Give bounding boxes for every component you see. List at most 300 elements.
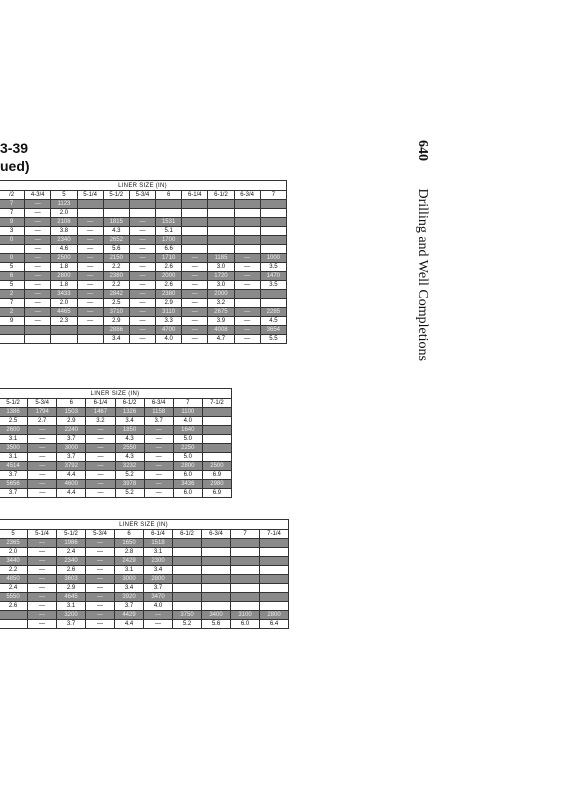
table-cell: — — [25, 218, 51, 227]
table-cell — [260, 236, 286, 245]
table-cell — [231, 602, 260, 611]
column-header: 6-1/4 — [182, 191, 208, 200]
table-cell: — — [182, 335, 208, 344]
table-cell: 2.2 — [0, 566, 28, 575]
table-cell — [202, 444, 231, 453]
table-cell: — — [129, 272, 155, 281]
table-cell — [202, 566, 231, 575]
table-cell: — — [182, 326, 208, 335]
table-cell: 3.0 — [208, 263, 234, 272]
table-cell: 3.7 — [0, 471, 28, 480]
table-cell — [234, 245, 260, 254]
table-cell: — — [25, 317, 51, 326]
table-cell: 5.1 — [156, 227, 182, 236]
table-cell: 0 — [0, 236, 25, 245]
table-cell: 4.7 — [208, 335, 234, 344]
table-cell: 2340 — [57, 557, 86, 566]
table-cell: 2.4 — [57, 548, 86, 557]
table-cell: — — [86, 620, 115, 629]
table-cell: 2980 — [202, 480, 231, 489]
table-cell: — — [28, 602, 57, 611]
table-cell: 5.2 — [173, 620, 202, 629]
table-cell: — — [86, 489, 115, 498]
table-cell: 0 — [0, 254, 25, 263]
table-cell — [202, 548, 231, 557]
table-cell — [260, 557, 289, 566]
heading-line-2: ued) — [0, 158, 30, 174]
table-cell: — — [77, 254, 103, 263]
table-cell: 3.7 — [57, 435, 86, 444]
table-cell: — — [182, 281, 208, 290]
table-cell: 2429 — [115, 557, 144, 566]
table-cell: 4.0 — [156, 335, 182, 344]
table-cell — [208, 200, 234, 209]
table-cell: 3.2 — [208, 299, 234, 308]
table-row — [0, 326, 287, 335]
table-cell — [208, 209, 234, 218]
column-header: 4-3/4 — [25, 191, 51, 200]
table-cell: — — [25, 299, 51, 308]
table-cell — [208, 218, 234, 227]
table-cell: 3.0 — [208, 281, 234, 290]
table-cell — [129, 200, 155, 209]
table-cell — [156, 209, 182, 218]
table-cell: — — [234, 263, 260, 272]
table-cell: 1720 — [208, 272, 234, 281]
table-cell — [173, 602, 202, 611]
table-cell: — — [77, 263, 103, 272]
table-row — [0, 245, 287, 254]
column-header: 5-3/4 — [86, 530, 115, 539]
table-cell — [260, 299, 286, 308]
table-cell: 1386 — [0, 408, 28, 417]
column-header: 5-1/4 — [28, 530, 57, 539]
table-cell: 5.2 — [115, 489, 144, 498]
table-cell: 5.0 — [173, 453, 202, 462]
table-cell: 3.4 — [115, 584, 144, 593]
table-cell: — — [129, 317, 155, 326]
table-cell: 4.3 — [115, 435, 144, 444]
table-cell: 2380 — [156, 290, 182, 299]
table-cell: 3.7 — [115, 602, 144, 611]
table-cell: — — [28, 435, 57, 444]
table-cell: 2.6 — [156, 263, 182, 272]
table-cell: — — [182, 308, 208, 317]
table-cell — [182, 245, 208, 254]
table-cell: 2 — [0, 290, 25, 299]
table-cell — [202, 557, 231, 566]
table-cell — [231, 539, 260, 548]
table-cell — [260, 566, 289, 575]
table-cell — [156, 200, 182, 209]
table-cell: — — [86, 444, 115, 453]
table-cell: 6.0 — [173, 489, 202, 498]
table-cell: — — [77, 308, 103, 317]
table-cell — [173, 539, 202, 548]
table-cell: 3978 — [115, 480, 144, 489]
table-cell: 4645 — [57, 593, 86, 602]
table-cell — [202, 453, 231, 462]
column-header: 6 — [156, 191, 182, 200]
table-cell: 3.5 — [260, 263, 286, 272]
table-cell — [0, 245, 25, 254]
table-cell: 6.6 — [156, 245, 182, 254]
table-cell: 9 — [0, 218, 25, 227]
table-cell: 2.9 — [57, 584, 86, 593]
table-cell: 4.0 — [173, 417, 202, 426]
table-cell: 2.0 — [0, 548, 28, 557]
table-row — [0, 254, 287, 263]
table-cell — [182, 209, 208, 218]
table-cell: 2550 — [115, 444, 144, 453]
liner-size-caption: LINER SIZE (IN) — [0, 389, 232, 399]
table-cell: 5 — [0, 281, 25, 290]
column-header: 6-1/4 — [86, 399, 115, 408]
table-cell: — — [28, 471, 57, 480]
table-cell — [260, 227, 286, 236]
table-cell: 3 — [0, 227, 25, 236]
table-row — [0, 335, 287, 344]
table-cell: 6.9 — [202, 471, 231, 480]
table-cell: — — [25, 254, 51, 263]
table-cell: — — [77, 299, 103, 308]
table-cell: — — [86, 480, 115, 489]
table-cell — [0, 326, 25, 335]
column-header: 6-1/2 — [115, 399, 144, 408]
table-cell: 2365 — [0, 539, 28, 548]
table-cell: — — [144, 462, 173, 471]
table-row — [0, 417, 232, 426]
table-cell — [25, 326, 51, 335]
table-cell: 5 — [0, 263, 25, 272]
table-cell: 2.2 — [103, 281, 129, 290]
table-cell: 3.1 — [115, 566, 144, 575]
table-cell: 2.9 — [156, 299, 182, 308]
table-cell: — — [129, 299, 155, 308]
table-cell: 1503 — [57, 408, 86, 417]
table-cell: — — [234, 326, 260, 335]
table-cell: 2800 — [144, 575, 173, 584]
table-cell: 4.4 — [115, 620, 144, 629]
table-cell: 3.4 — [103, 335, 129, 344]
table-cell: 2250 — [173, 444, 202, 453]
table-cell — [202, 426, 231, 435]
table-cell: — — [28, 584, 57, 593]
table-cell — [182, 227, 208, 236]
table-cell: 4429 — [115, 611, 144, 620]
column-header: /2 — [0, 191, 25, 200]
table-cell — [231, 548, 260, 557]
table-cell: 2.5 — [0, 417, 28, 426]
table-cell: 3.1 — [0, 453, 28, 462]
table-cell: — — [86, 435, 115, 444]
table-cell: 7 — [0, 299, 25, 308]
table-cell: 2000 — [208, 290, 234, 299]
table-cell — [234, 299, 260, 308]
table-cell: — — [144, 611, 173, 620]
table-row — [0, 602, 289, 611]
table-cell: — — [77, 236, 103, 245]
table-cell: — — [234, 308, 260, 317]
table-cell: 3470 — [144, 593, 173, 602]
table-cell: — — [28, 575, 57, 584]
liner-size-caption: LINER SIZE (IN) — [0, 181, 287, 191]
table-cell: — — [28, 566, 57, 575]
table-cell: 2500 — [51, 254, 77, 263]
table-cell: 5.0 — [173, 435, 202, 444]
table-row — [0, 453, 232, 462]
table-cell: 5.5 — [260, 335, 286, 344]
table-cell: 3110 — [156, 308, 182, 317]
table-cell — [260, 584, 289, 593]
table-cell — [182, 200, 208, 209]
table-cell: 3400 — [202, 611, 231, 620]
column-header: 6 — [57, 399, 86, 408]
liner-size-caption: LINER SIZE (IN) — [0, 520, 289, 530]
table-cell: 2.7 — [28, 417, 57, 426]
table-row — [0, 263, 287, 272]
table-cell: 3.7 — [57, 453, 86, 462]
table-cell — [202, 584, 231, 593]
table-cell — [202, 417, 231, 426]
table-cell: 3750 — [173, 611, 202, 620]
running-title: Drilling and Well Completions — [415, 188, 430, 361]
table-row — [0, 408, 232, 417]
table-cell: 5.6 — [202, 620, 231, 629]
table-cell: 2.0 — [51, 209, 77, 218]
table-cell: 2675 — [208, 308, 234, 317]
table-cell: 5.2 — [115, 471, 144, 480]
table-cell: 3.7 — [144, 417, 173, 426]
table-row — [0, 426, 232, 435]
table-row — [0, 281, 287, 290]
table-cell: — — [234, 254, 260, 263]
table-cell: 2.9 — [57, 417, 86, 426]
table-cell: 1518 — [144, 539, 173, 548]
table-cell: — — [28, 480, 57, 489]
table-cell: 3.7 — [57, 620, 86, 629]
table-cell — [173, 593, 202, 602]
table-cell — [231, 575, 260, 584]
table-cell: 3.1 — [57, 602, 86, 611]
table-row — [0, 575, 289, 584]
table-cell — [0, 611, 28, 620]
table-cell: 2.2 — [103, 263, 129, 272]
table-cell: 4850 — [0, 575, 28, 584]
running-head — [408, 140, 438, 400]
table-row — [0, 489, 232, 498]
liner-table-2 — [0, 388, 232, 498]
table-cell: 1.8 — [51, 263, 77, 272]
table-row — [0, 290, 287, 299]
table-cell: 3792 — [57, 462, 86, 471]
table-cell: 2108 — [51, 218, 77, 227]
table-cell: 4514 — [0, 462, 28, 471]
table-cell — [103, 209, 129, 218]
page-number: 640 — [415, 140, 430, 161]
table-cell: 3433 — [51, 290, 77, 299]
table-cell: 2800 — [260, 611, 289, 620]
table-cell — [260, 593, 289, 602]
table-cell: 3000 — [115, 575, 144, 584]
table-cell: — — [234, 272, 260, 281]
table-cell: — — [25, 308, 51, 317]
table-cell: 9 — [0, 317, 25, 326]
table-cell: — — [182, 263, 208, 272]
table-cell: 5550 — [0, 593, 28, 602]
table-cell — [182, 236, 208, 245]
table-cell: — — [144, 489, 173, 498]
table-cell — [202, 575, 231, 584]
table-cell: 3440 — [0, 557, 28, 566]
column-header: 5 — [0, 530, 28, 539]
table-cell: — — [86, 566, 115, 575]
table-cell — [77, 326, 103, 335]
table-cell: — — [77, 290, 103, 299]
table-cell — [260, 245, 286, 254]
table-cell: — — [28, 557, 57, 566]
table-cell — [260, 290, 286, 299]
table-cell: 3200 — [57, 611, 86, 620]
table-cell: 1640 — [173, 426, 202, 435]
table-cell: — — [28, 426, 57, 435]
table-cell — [202, 408, 231, 417]
table-cell: — — [28, 462, 57, 471]
table-cell — [208, 227, 234, 236]
column-header: 7 — [231, 530, 260, 539]
table-cell — [77, 209, 103, 218]
table-cell — [51, 326, 77, 335]
table-row — [0, 435, 232, 444]
table-cell: — — [144, 444, 173, 453]
table-cell — [202, 593, 231, 602]
table-cell — [182, 218, 208, 227]
table-cell: — — [77, 272, 103, 281]
table-cell: 1185 — [208, 254, 234, 263]
table-cell: — — [77, 281, 103, 290]
column-header: 6 — [115, 530, 144, 539]
table-row — [0, 611, 289, 620]
table-cell: 1123 — [51, 200, 77, 209]
table-cell: 2886 — [103, 326, 129, 335]
table-cell: 4.4 — [57, 489, 86, 498]
table-cell — [231, 566, 260, 575]
table-cell: 3.4 — [144, 566, 173, 575]
table-cell: — — [86, 548, 115, 557]
table-cell: — — [28, 620, 57, 629]
table-cell: — — [129, 308, 155, 317]
table-cell — [173, 566, 202, 575]
table-cell: — — [86, 471, 115, 480]
table-cell: — — [129, 236, 155, 245]
table-cell: — — [129, 218, 155, 227]
table-cell: — — [77, 218, 103, 227]
table-cell: 2300 — [144, 557, 173, 566]
table-cell: 4.3 — [103, 227, 129, 236]
table-cell — [260, 575, 289, 584]
table-row — [0, 317, 287, 326]
table-cell: — — [28, 539, 57, 548]
heading-line-1: 3-39 — [0, 140, 29, 156]
table-heading — [0, 139, 30, 175]
table-cell: 3.3 — [156, 317, 182, 326]
table-cell: — — [25, 209, 51, 218]
table-row — [0, 471, 232, 480]
table-cell: — — [86, 539, 115, 548]
table-cell: 2500 — [202, 462, 231, 471]
table-cell: 1100 — [173, 408, 202, 417]
table-cell: 3710 — [103, 308, 129, 317]
table-cell — [129, 209, 155, 218]
column-header: 7-1/2 — [202, 399, 231, 408]
table-cell: 2.4 — [0, 584, 28, 593]
table-cell: — — [144, 453, 173, 462]
table-cell: — — [129, 335, 155, 344]
table-cell: 4.6 — [51, 245, 77, 254]
table-cell: — — [182, 317, 208, 326]
column-header: 5-3/4 — [129, 191, 155, 200]
table-cell: 7 — [0, 200, 25, 209]
column-header: 5-1/2 — [103, 191, 129, 200]
table-cell: 4.0 — [144, 602, 173, 611]
table-cell: 1710 — [156, 254, 182, 263]
table-cell: — — [129, 263, 155, 272]
table-cell: — — [25, 263, 51, 272]
table-cell: 1815 — [103, 218, 129, 227]
liner-table-3 — [0, 519, 289, 629]
table-cell: — — [25, 290, 51, 299]
column-header: 6-3/4 — [202, 530, 231, 539]
table-cell: 3920 — [115, 593, 144, 602]
table-cell: — — [86, 602, 115, 611]
table-cell: — — [28, 444, 57, 453]
table-cell: 7 — [0, 209, 25, 218]
table-cell: 3.4 — [115, 417, 144, 426]
table-cell: 2000 — [156, 272, 182, 281]
table-cell: 2.3 — [51, 317, 77, 326]
table-cell: 3500 — [0, 444, 28, 453]
table-cell: 2240 — [57, 426, 86, 435]
column-header: 6-1/2 — [208, 191, 234, 200]
column-header: 5-1/2 — [57, 530, 86, 539]
table-cell: 2.0 — [51, 299, 77, 308]
table-cell: 1470 — [260, 272, 286, 281]
table-cell: 3232 — [115, 462, 144, 471]
table-cell — [234, 209, 260, 218]
table-cell: 1986 — [57, 539, 86, 548]
column-header: 6-1/2 — [173, 530, 202, 539]
table-cell — [260, 200, 286, 209]
table-cell: 1531 — [156, 218, 182, 227]
table-cell — [202, 435, 231, 444]
table-cell — [173, 557, 202, 566]
table-cell: 1.8 — [51, 281, 77, 290]
table-cell — [202, 539, 231, 548]
column-header: 5 — [51, 191, 77, 200]
table-cell: 2.9 — [103, 317, 129, 326]
table-cell: — — [86, 453, 115, 462]
table-cell: — — [129, 254, 155, 263]
table-row — [0, 209, 287, 218]
table-cell — [231, 557, 260, 566]
table-row — [0, 227, 287, 236]
table-cell: — — [28, 489, 57, 498]
table-cell: 4.4 — [57, 471, 86, 480]
table-cell: 2652 — [103, 236, 129, 245]
table-row — [0, 584, 289, 593]
table-cell: 6 — [0, 272, 25, 281]
table-cell — [234, 218, 260, 227]
